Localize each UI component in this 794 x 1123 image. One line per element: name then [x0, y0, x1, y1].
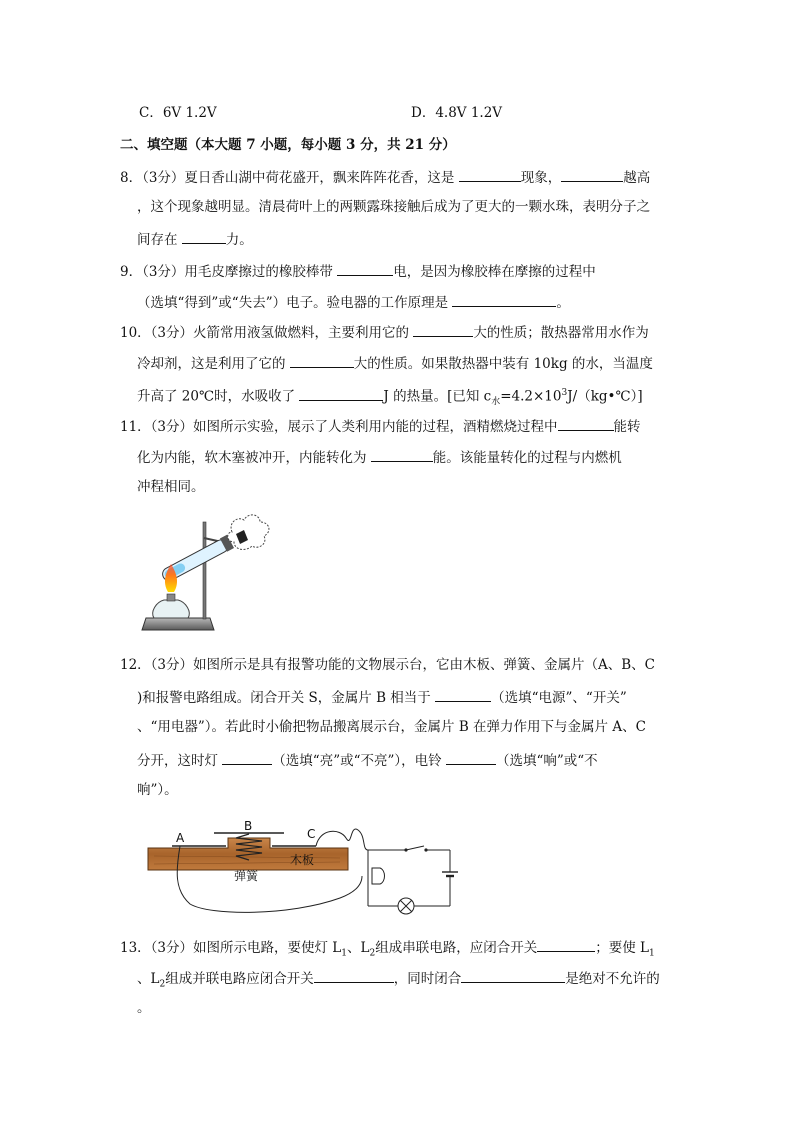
stand-base — [142, 618, 214, 630]
q9-blank-1[interactable] — [337, 261, 393, 276]
q11-text-1: 11．（3分）如图所示实验，展示了人类利用内能的过程，酒精燃烧过程中 — [120, 419, 558, 435]
q11-text-4: 能。该能量转化的过程与内燃机 — [432, 450, 622, 466]
switch — [406, 846, 424, 850]
q12-line5: 响”）。 — [137, 782, 178, 798]
q12-text-3: 分开，这时灯 — [137, 753, 223, 769]
q12-blank-1[interactable] — [435, 687, 491, 702]
option-c: C．6V 1.2V — [139, 105, 217, 121]
q12-line1: 12．（3分）如图所示是具有报警功能的文物展示台，它由木板、弹簧、金属片（A、B、C — [120, 657, 656, 673]
q13-sub-4: 2 — [159, 979, 166, 990]
q13-text-3: 组成串联电路，应闭合开关 — [375, 940, 538, 956]
label-b: B — [244, 820, 253, 833]
q9-blank-2[interactable] — [452, 292, 556, 307]
label-c: C — [307, 827, 316, 841]
q13-text-4: ；要使 L — [595, 940, 649, 956]
q10-line1 — [120, 322, 649, 342]
q13-text-2: 、L — [347, 940, 370, 956]
wire-c — [316, 829, 368, 850]
q10-text-7: =4.2×10 — [500, 388, 562, 405]
q13-blank-1[interactable] — [537, 937, 595, 952]
q13-sub-2: 2 — [369, 948, 376, 959]
q8-text-1: 8．（3分）夏日香山湖中荷花盛开，飘来阵阵花香，这是 — [120, 170, 459, 186]
q13-text-5: 、L — [137, 971, 160, 987]
q9-line1 — [120, 261, 596, 281]
q9-text-1: 9．（3分）用毛皮摩擦过的橡胶棒带 — [120, 264, 338, 280]
q9-line2 — [137, 292, 570, 312]
q9-text-4: 。 — [556, 295, 570, 311]
q8-line1 — [120, 167, 650, 187]
q8-text-5: 力。 — [225, 232, 253, 248]
q10-sub-water: 水 — [491, 397, 501, 408]
bell — [372, 868, 385, 884]
label-a: A — [176, 831, 185, 845]
q12-line3: 、“用电器”）。若此时小偷把物品搬离展示台，金属片 B 在弹力作用下与金属片 A、C — [137, 719, 646, 735]
q12-text-5: （选填“响”或“不 — [495, 753, 598, 769]
q13-sub-1: 1 — [341, 948, 348, 959]
q13-line3: 。 — [137, 1000, 151, 1016]
q12-text-2: （选填“电源”、“开关” — [491, 690, 627, 706]
q11-line2 — [137, 447, 622, 467]
label-spring: 弹簧 — [234, 869, 259, 883]
label-board: 木板 — [290, 853, 315, 867]
q8-blank-2[interactable] — [561, 167, 623, 182]
q10-sup-exp: 3 — [561, 388, 568, 398]
q10-text-8: J/（kg•℃）] — [567, 388, 643, 405]
q13-text-6: 组成并联电路应闭合开关 — [165, 971, 314, 987]
section-heading: 二、填空题（本大题 7 小题，每小题 3 分，共 21 分） — [120, 137, 456, 153]
q10-line2 — [137, 353, 653, 373]
q8-text-4: 间存在 — [137, 232, 182, 248]
q8-blank-3[interactable] — [182, 229, 226, 244]
q8-text-3: 越高 — [623, 170, 651, 186]
q12-blank-2[interactable] — [222, 750, 272, 765]
q11-text-3: 化为内能，软木塞被冲开，内能转化为 — [137, 450, 371, 466]
q11-figure — [140, 514, 272, 634]
q12-text-1: )和报警电路组成。闭合开关 S，金属片 B 相当于 — [137, 690, 436, 706]
q13-sub-3: 1 — [648, 948, 655, 959]
q10-blank-1[interactable] — [413, 322, 473, 337]
q10-blank-2[interactable] — [290, 353, 354, 368]
q12-line2 — [137, 687, 627, 707]
q13-text-1: 13．（3分）如图所示电路，要使灯 L — [120, 940, 342, 956]
q13-line1 — [120, 937, 655, 963]
q13-text-8: 是绝对不允许的 — [565, 971, 660, 987]
q10-text-4: 大的性质。如果散热器中装有 10kg 的水，当温度 — [353, 356, 653, 372]
q10-text-5: 升高了 20℃时，水吸收了 — [137, 388, 300, 405]
q13-line2 — [137, 968, 660, 994]
smoke-cloud — [228, 515, 269, 550]
q8-line3 — [137, 229, 253, 249]
q9-text-2: 电，是因为橡胶棒在摩擦的过程中 — [393, 264, 596, 280]
q13-blank-2[interactable] — [314, 968, 394, 983]
q12-text-4: （选填“亮”或“不亮”），电铃 — [272, 753, 446, 769]
q10-text-1: 10．（3分）火箭常用液氢做燃料，主要利用它的 — [120, 325, 414, 341]
q11-line1 — [120, 416, 641, 436]
q8-line2: ，这个现象越明显。清晨荷叶上的两颗露珠接触后成为了更大的一颗水珠，表明分子之 — [137, 199, 650, 215]
q10-line3 — [137, 384, 643, 411]
q10-text-3: 冷却剂，这是利用了它的 — [137, 356, 290, 372]
q10-text-6: J 的热量。[已知 c — [383, 388, 492, 405]
q12-blank-3[interactable] — [446, 750, 496, 765]
q13-blank-3[interactable] — [461, 968, 565, 983]
option-d: D．4.8V 1.2V — [411, 105, 503, 121]
q11-text-2: 能转 — [613, 419, 641, 435]
q11-blank-2[interactable] — [371, 447, 433, 462]
q12-figure — [140, 820, 470, 920]
q8-blank-1[interactable] — [459, 167, 521, 182]
q10-blank-3[interactable] — [299, 386, 383, 401]
q13-text-7: ，同时闭合 — [393, 971, 462, 987]
q10-text-2: 大的性质；散热器常用水作为 — [473, 325, 649, 341]
q8-text-2: 现象， — [520, 170, 562, 186]
alcohol-lamp — [153, 600, 190, 618]
q9-text-3: （选填“得到”或“失去”）电子。验电器的工作原理是 — [137, 295, 453, 311]
q12-line4 — [137, 750, 598, 770]
q11-blank-1[interactable] — [558, 416, 614, 431]
stand-rod — [203, 522, 206, 619]
q11-line3: 冲程相同。 — [137, 479, 205, 495]
